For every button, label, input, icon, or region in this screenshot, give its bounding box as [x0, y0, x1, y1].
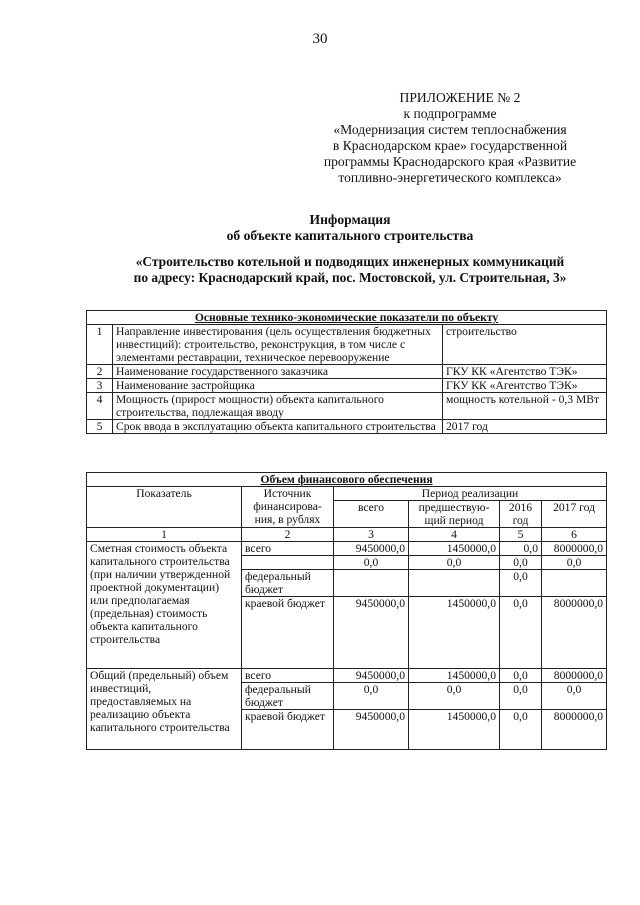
heading-line: об объекте капитального строительства: [226, 228, 474, 243]
row-number: 1: [87, 325, 113, 365]
cell-2016: 0,0: [500, 710, 542, 750]
cell-total: 0,0: [334, 683, 409, 710]
financing-table-title: Объем финансового обеспечения: [87, 473, 607, 487]
row-value: мощность котельной - 0,3 МВт: [443, 393, 607, 420]
cell-2017: 8000000,0: [542, 542, 607, 556]
row-value: ГКУ КК «Агентство ТЭК»: [443, 379, 607, 393]
cell-source: всего: [242, 542, 334, 556]
cell-2016: 0,0: [500, 683, 542, 710]
cell-2017: 8000000,0: [542, 597, 607, 669]
cell-source: [242, 556, 334, 570]
cell-previous: 0,0: [409, 683, 500, 710]
column-number: 4: [409, 528, 500, 542]
column-number: 3: [334, 528, 409, 542]
table-row: [87, 420, 607, 434]
column-number: 2: [242, 528, 334, 542]
header-period: Период реализации: [334, 487, 607, 501]
document-heading: [60, 212, 640, 286]
table-row: [87, 669, 607, 683]
cell-total: 0,0: [334, 556, 409, 570]
column-number: 6: [542, 528, 607, 542]
cell-previous: 1450000,0: [409, 542, 500, 556]
cell-2017: 8000000,0: [542, 669, 607, 683]
appendix-block: [300, 90, 600, 186]
row-label: Наименование государственного заказчика: [113, 365, 443, 379]
row-number: 2: [87, 365, 113, 379]
cell-total: 9450000,0: [334, 710, 409, 750]
appendix-line: в Краснодарском крае» государственной: [332, 138, 568, 153]
cell-2017: [542, 570, 607, 597]
cell-previous: 1450000,0: [409, 669, 500, 683]
table-row: [87, 365, 607, 379]
cell-2016: 0,0: [500, 669, 542, 683]
cell-total: 9450000,0: [334, 542, 409, 556]
header-indicator: Показатель: [87, 487, 242, 528]
object-name: [60, 254, 640, 286]
appendix-line: к подпрограмме: [403, 106, 497, 121]
column-numbers-row: [87, 528, 607, 542]
table-row: [87, 325, 607, 365]
header-source: Источник финансирова-ния, в рублях: [242, 487, 334, 528]
indicators-table-title: Основные технико-экономические показатели по объекту: [87, 311, 607, 325]
appendix-title: ПРИЛОЖЕНИЕ № 2: [399, 90, 521, 105]
header-2016: 2016 год: [500, 501, 542, 528]
cell-source: краевой бюджет: [242, 710, 334, 750]
row-label: Наименование застройщика: [113, 379, 443, 393]
cell-previous: 1450000,0: [409, 597, 500, 669]
cell-2017: 0,0: [542, 556, 607, 570]
table-row: [87, 393, 607, 420]
page-number: 30: [312, 31, 328, 47]
row-label: Мощность (прирост мощности) объекта капитального строительства, подлежащая вводу: [113, 393, 443, 420]
row-number: 4: [87, 393, 113, 420]
cell-2017: 8000000,0: [542, 710, 607, 750]
cell-source: федеральный бюджет: [242, 570, 334, 597]
row-label: Срок ввода в эксплуатацию объекта капитального строительства: [113, 420, 443, 434]
cell-total: 9450000,0: [334, 597, 409, 669]
financing-table: [86, 472, 607, 750]
cell-previous: 1450000,0: [409, 710, 500, 750]
table-row: [87, 542, 607, 556]
object-name-line: «Строительство котельной и подводящих инженерных коммуникаций: [135, 254, 565, 269]
row-number: 5: [87, 420, 113, 434]
header-2017: 2017 год: [542, 501, 607, 528]
header-previous: предшествую-щий период: [409, 501, 500, 528]
cell-source: федеральный бюджет: [242, 683, 334, 710]
appendix-line: программы Краснодарского края «Развитие: [323, 154, 577, 169]
section-label: Общий (предельный) объем инвестиций, предоставляемых на реализацию объекта капитального строительства: [87, 669, 242, 750]
row-value: 2017 год: [443, 420, 607, 434]
column-number: 1: [87, 528, 242, 542]
cell-source: всего: [242, 669, 334, 683]
cell-2016: 0,0: [500, 556, 542, 570]
cell-2016: 0,0: [500, 570, 542, 597]
appendix-line: «Модернизация систем теплоснабжения: [333, 122, 567, 137]
cell-2016: 0,0: [500, 542, 542, 556]
cell-total: 9450000,0: [334, 669, 409, 683]
cell-total: [334, 570, 409, 597]
indicators-table: [86, 310, 607, 434]
cell-2017: 0,0: [542, 683, 607, 710]
row-number: 3: [87, 379, 113, 393]
table-row: [87, 379, 607, 393]
row-value: строительство: [443, 325, 607, 365]
cell-2016: 0,0: [500, 597, 542, 669]
header-total: всего: [334, 501, 409, 528]
appendix-line: топливно-энергетического комплекса»: [338, 170, 562, 185]
heading-line: Информация: [309, 212, 391, 227]
object-name-line: по адресу: Краснодарский край, пос. Мостовской, ул. Строительная, 3»: [133, 270, 567, 285]
section-label: Сметная стоимость объекта капитального строительства (при наличии утвержденной проектной документации) или предполагаемая (предельная) стоимость объекта капитального строительства: [87, 542, 242, 669]
column-number: 5: [500, 528, 542, 542]
cell-source: краевой бюджет: [242, 597, 334, 669]
cell-previous: [409, 570, 500, 597]
cell-previous: 0,0: [409, 556, 500, 570]
row-label: Направление инвестирования (цель осуществления бюджетных инвестиций): строительство, реконструкция, в том числе с элементами реставрации, техническое перевооружение: [113, 325, 443, 365]
row-value: ГКУ КК «Агентство ТЭК»: [443, 365, 607, 379]
